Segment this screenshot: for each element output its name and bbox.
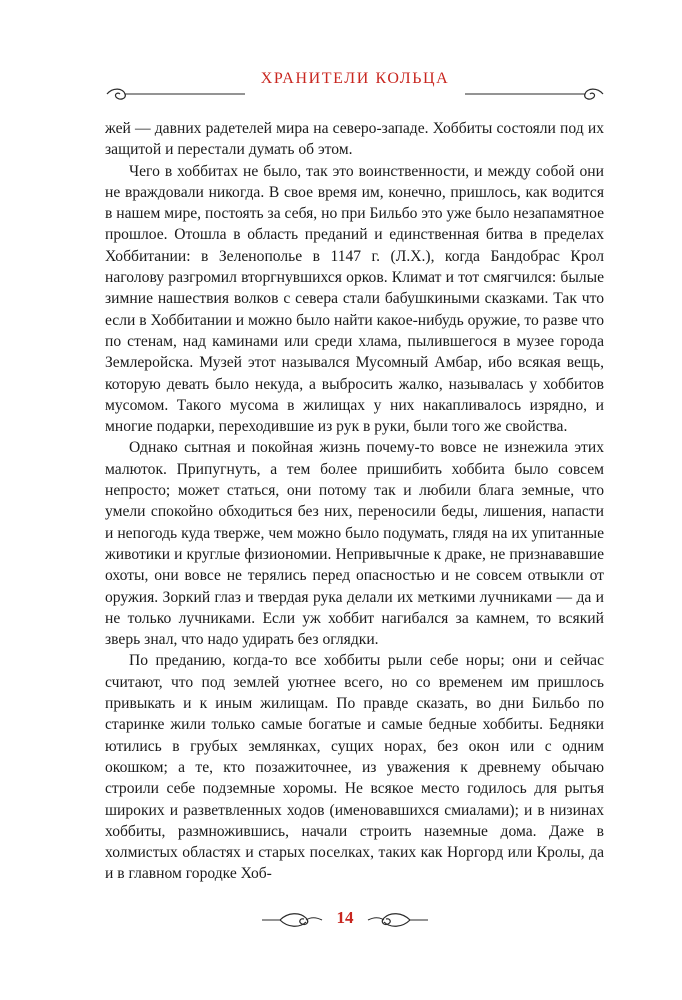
paragraph-1: жей — давних радетелей мира на северо-западе. Хоббиты состояли под их защитой и перестали думать об этом. xyxy=(105,120,604,159)
paragraph-4: По преданию, когда-то все хоббиты рыли себе норы; они и сейчас считают, что под землей уютнее всего, но со временем им пришлось привыкать и к иным жилищам. По правде сказать, во дни Бильбо по старинке жили только самые богатые и самые бедные хоббиты. Бедняки ютились в грубых землянках, сущих норах, без окон или с одним окошком; а те, кто позажиточнее, из уважения к древнему обычаю строили себе подземные хоромы. Не всякое место годилось для рытья широких и разветвленных ходов (именовавшихся смиалами); и в низинах хоббиты, размножившись, начали строить наземные дома. Даже в холмистых областях и старых поселках, таких как Норгорд или Кролы, да и в главном городке Хоб- xyxy=(105,652,604,883)
running-title: ХРАНИТЕЛИ КОЛЬЦА xyxy=(260,70,450,87)
paragraph-2: Чего в хоббитах не было, так это воинственности, и между собой они не враждовали никогда. В свое время им, конечно, пришлось, как водится в нашем мире, постоять за себя, но при Бильбо это уже было незапамятное прошлое. Отошла в область преданий и единственная битва в пределах Хоббитании: в Зеленополье в 1147 г. (Л.Х.), когда Бандобрас Крол наголову разгромил вторгнувшихся орков. Климат и тот смягчился: былые зимние нашествия волков с севера стали бабушкиными сказками. Так что если в Хоббитании и можно было найти какое-нибудь оружие, то разве что по стенам, над каминами или среди хлама, пылившегося в музее города Землеройска. Музей этот назывался Мусомный Амбар, ибо всякая вещь, которую девать было некуда, а выбросить жалко, называлась у хоббитов мусомом. Такого мусома в жилищах у них накапливалось изрядно, и многие подарки, переходившие из рук в руки, были того же свойства. xyxy=(105,162,604,436)
page-body xyxy=(105,118,604,885)
running-header xyxy=(105,70,605,104)
page-footer xyxy=(260,906,430,934)
header-ornament xyxy=(105,84,605,106)
page-number: 14 xyxy=(336,908,354,927)
paragraph-3: Однако сытная и покойная жизнь почему-то вовсе не изнежила этих малюток. Припугнуть, а тем более пришибить хоббита было совсем непросто; может статься, они потому так и любили блага земные, что умели спокойно обходиться без них, переносили беды, лишения, напасти и непогодь куда тверже, чем можно было подумать, глядя на их упитанные животики и круглые физиономии. Непривычные к драке, не признававшие охоты, они вовсе не терялись перед опасностью и не совсем отвыкли от оружия. Зоркий глаз и твердая рука делали их меткими лучниками — да и не только лучниками. Если уж хоббит нагибался за камнем, то всякий зверь знал, что надо удирать без оглядки. xyxy=(105,439,604,649)
